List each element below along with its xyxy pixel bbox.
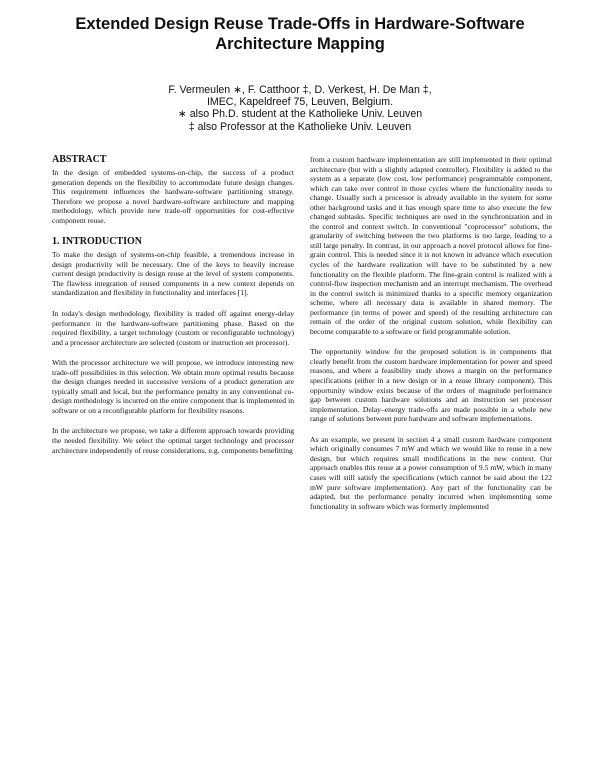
title-line-1: Extended Design Reuse Trade-Offs in Hardware-Software [75, 15, 525, 33]
intro-paragraph-1: To make the design of systems-on-chip feasible, a tremendous increase in design productivity will be necessary. One of the keys to heavily increase current design productivity is design reuse at the level of system components. The flawless integration of reused components in a new context depends on standardization and flexibility in functionality and interfaces [1]. [52, 250, 294, 298]
paper-title [40, 14, 560, 54]
author-footnote-2: ‡ also Professor at the Katholieke Univ. Leuven [188, 120, 412, 133]
introduction-heading: 1. INTRODUCTION [52, 236, 143, 248]
title-line-2: Architecture Mapping [215, 35, 385, 53]
right-paragraph-2: The opportunity window for the proposed solution is in components that clearly benefit from the custom hardware implementation for power and speed reasons, and where a feasibility study shows a margin on the performance specifications (either in a new design or in a reuse library component). This opportunity window exists because of the orders of magnitude performance gap between custom hardware solutions and an instruction set processor implementation. Delay–energy trade-offs are made possible in a whole new range of solutions between pure hardware and software implementations. [310, 347, 552, 424]
intro-paragraph-4: In the architecture we propose, we take a different approach towards providing the needed flexibility. We select the optimal target technology and processor architecture independently of reuse considerations, e.g. components benefitting [52, 426, 294, 455]
author-names: F. Vermeulen ∗, F. Catthoor ‡, D. Verkest, H. De Man ‡, [168, 84, 432, 96]
affiliation: IMEC, Kapeldreef 75, Leuven, Belgium. [206, 96, 394, 109]
intro-paragraph-3: With the processor architecture we will propose, we introduce interesting new trade-off possibilities in this selection. We obtain more optimal results because the design changes needed in successive versions of a product generation are typically small and local, but the performance penalty in any conventional co-design methodology is incurred on the entire component that is implemented in software or on a reconfigurable platform for flexibility reasons. [52, 358, 294, 415]
right-paragraph-3: As an example, we present in section 4 a small custom hardware component which originally consumes 7 mW and which we would like to reuse in a new design, but which requires small modifications in the new context. Our approach enables this reuse at a power consumption of 9.5 mW, which in many cases will still satisfy the specifications (which cannot be said about the 122 mW pure software implementation). Any part of the functionality can be adapted, but the performance penalty incurred when implementing some functionality in software which was formerly implemented [310, 434, 552, 511]
left-column [52, 154, 294, 466]
abstract-text: In the design of embedded systems-on-chip, the success of a product generation depends on the flexibility to accommodate future design changes. This requirement influences the hardware-software partitioning strategy. Therefore we propose a novel hardware-software architecture and mapping methodology, which provide new trade-off opportunities for cost-effective component reuse. [52, 168, 294, 225]
right-column [310, 155, 552, 522]
right-paragraph-1: from a custom hardware implementation are still implemented in their optimal architecture (but with a slightly adapted controller). Flexibility is added to the system as a separate (low cost, low performance) programmable component, which can take over control in those cycles where the functionality needs to change. Usually such a processor is already available in the system for some other background tasks and it has enough spare time to also execute the few changed subtasks. Specific techniques are used in the synchronization and in the control and context switch. In conventional "coprocessor" solutions, the granularity of switching between the two platforms is too large, leading to a still large penalty. In contrast, in our approach a novel protocol allows for fine-grain control. This is needed since it is not known in advance which execution cycles of the hardware realization will have to be substituted by a new functionality on the flexible platform. The fine-grain control is realized with a control-flow inspection mechanism and an interrupt mechanism. The overhead in the control switch is minimized thanks to a specific memory organization scheme, where all necessary data is available in shared memory. The performance (in terms of power and speed) of the resulting architecture can remain of the order of the original custom solution, while flexibility can become comparable to a software or field programmable solution. [310, 155, 552, 336]
author-block [60, 84, 540, 133]
abstract-heading: ABSTRACT [52, 154, 107, 165]
author-footnote-1: ∗ also Ph.D. student at the Katholieke Univ. Leuven [177, 108, 423, 121]
intro-paragraph-2: In today's design methodology, flexibility is traded off against energy-delay performance in the hardware-software partitioning phase. Based on the required flexibility, a target technology (custom or reconfigurable technology) and a processor architecture are selected (custom or instruction set processor). [52, 309, 294, 347]
